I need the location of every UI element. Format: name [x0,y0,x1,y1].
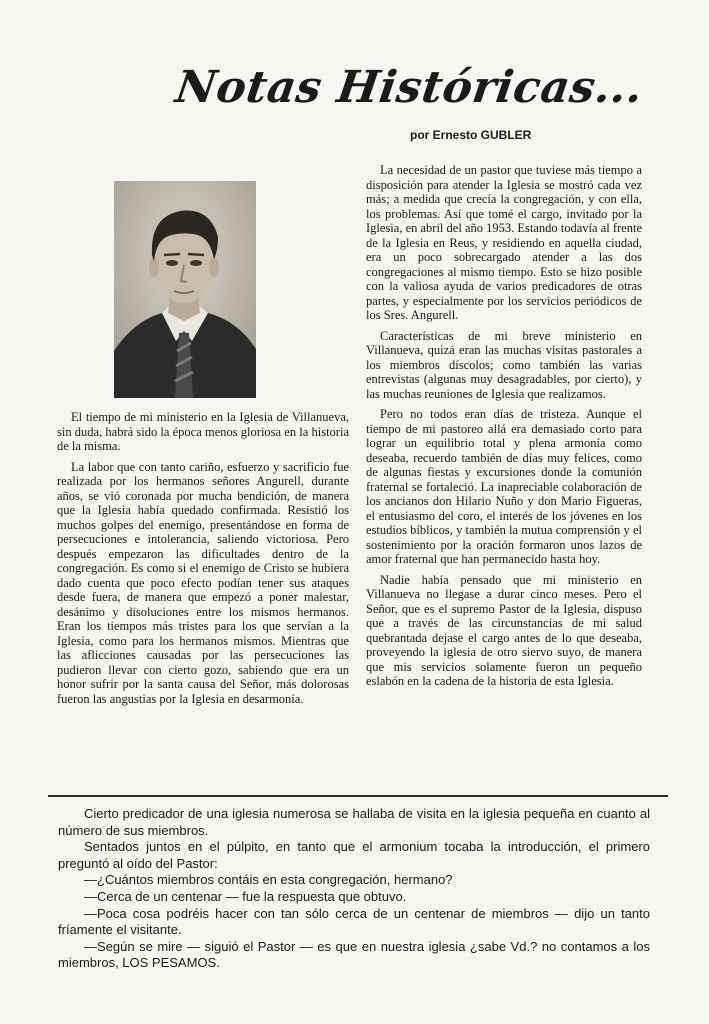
anecdote-line-4: —Cerca de un centenar — fue la respuesta que obtuvo. [84,888,407,904]
left-paragraph-1: El tiempo de mi ministerio en la Iglesia de Villanueva, sin duda, habrá sido la época menos gloriosa en la historia de la misma. [57,410,349,453]
right-column [366,163,642,695]
anecdote-line-3: —¿Cuántos miembros contáis en esta congregación, hermano? [84,872,453,888]
left-paragraph-2: La labor que con tanto cariño, esfuerzo y sacrificio fue realizada por los hermanos señores Angurell, durante años, se vió coronada por mucha bendición, de manera que la Iglesia había quedado confirmada. Resistió los muchos golpes del enemigo, presentándose en forma de persecuciones e intolerancia, saliendo victoriosa. Pero después empezaron las dificultades dentro de la congregación. Es como si el enemigo de Cristo se hubiera dado cuenta que poco efecto podían tener sus ataques desde fuera, de manera que empezó a poner malestar, desánimo y disoluciones entre los mismos hermanos. Eran los tiempos más tristes para los que servían a la Iglesia, como para los hermanos mismos. Mientras que las aflicciones causadas por las persecuciones las pudieron llevar con cierto gozo, sabiendo que era un honor sufrir por la santa causa del Señor, más dolorosas fueron las angustias por la Iglesia en desarmonía. [57,459,349,706]
right-paragraph-3: Pero no todos eran días de tristeza. Aunque el tiempo de mi pastoreo allá era demasiado corto para lograr un equilibrio total y plena armonía como deseaba, recuerdo también de días muy felices, como de algunas fiestas y excursiones donde la comunión fraternal se fortaleció. La inapreciable colaboración de los ancianos don Hilario Nuño y don Mario Figueras, el entusiasmo del coro, el interés de los jóvenes en los estudios bíblicos, y también la mutua comprensión y el sostenimiento por la oración formaron unos lazos de amor fraternal que han permanecido hasta hoy. [366,407,642,566]
anecdote-line-1: Cierto predicador de una iglesia numerosa se hallaba de visita en la iglesia pequeña en cuanto al número de sus miembros. [58,806,650,838]
portrait-photo-drawing [114,181,256,398]
anecdote-line-5: —Poca cosa podréis hacer con tan sólo cerca de un centenar de miembros — dijo un tanto fríamente el visitante. [58,905,650,938]
right-paragraph-4: Nadie había pensado que mi ministerio en Villanueva no llegase a durar cinco meses. Pero el Señor, que es el supremo Pastor de la Iglesia, dispuso que a través de las circunstancias de mi salud quebrantada dejase el cargo antes de lo que deseaba, proveyendo la iglesia de otro siervo suyo, de manera que mis servicios solamente fueron un pequeño eslabón en la cadena de la historia de esta Iglesia. [366,572,642,688]
portrait-photo [114,181,256,398]
right-paragraph-2: Características de mi breve ministerio en Villanueva, quizá eran las muchas visitas pastorales a los miembros díscolos; como también las varias entrevistas (algunas muy desagradables, por cierto), y las muchas reuniones de Iglesia que realizamos. [366,328,642,401]
right-paragraph-1: La necesidad de un pastor que tuviese más tiempo a disposición para atender la Iglesia se mostró cada vez más; a medida que crecía la congregación, y con ella, los problemas. Así que tomé el cargo, invitado por la Iglesia, en abril del año 1953. Estando todavía al frente de la Iglesia en Reus, y residiendo en aquella ciudad, era un poco sobrecargado atender a las dos congregaciones al mismo tiempo. Esto se hizo posible con la valiosa ayuda de varios predicadores de otras partes, y especialmente por los servicios periódicos de los Sres. Angurell. [366,163,642,322]
anecdote-line-6: —Según se mire — siguió el Pastor — es que en nuestra iglesia ¿sabe Vd.? no contamos a los miembros, LOS PESAMOS. [58,938,650,971]
article-byline: por Ernesto GUBLER [410,128,532,142]
section-divider [48,795,668,797]
article-title: Notas Históricas... [172,62,647,113]
anecdote-box [58,806,650,972]
anecdote-line-2: Sentados juntos en el púlpito, en tanto que el armonium tocaba la introducción, el primero preguntó al oído del Pastor: [58,839,650,871]
left-column [57,410,349,712]
